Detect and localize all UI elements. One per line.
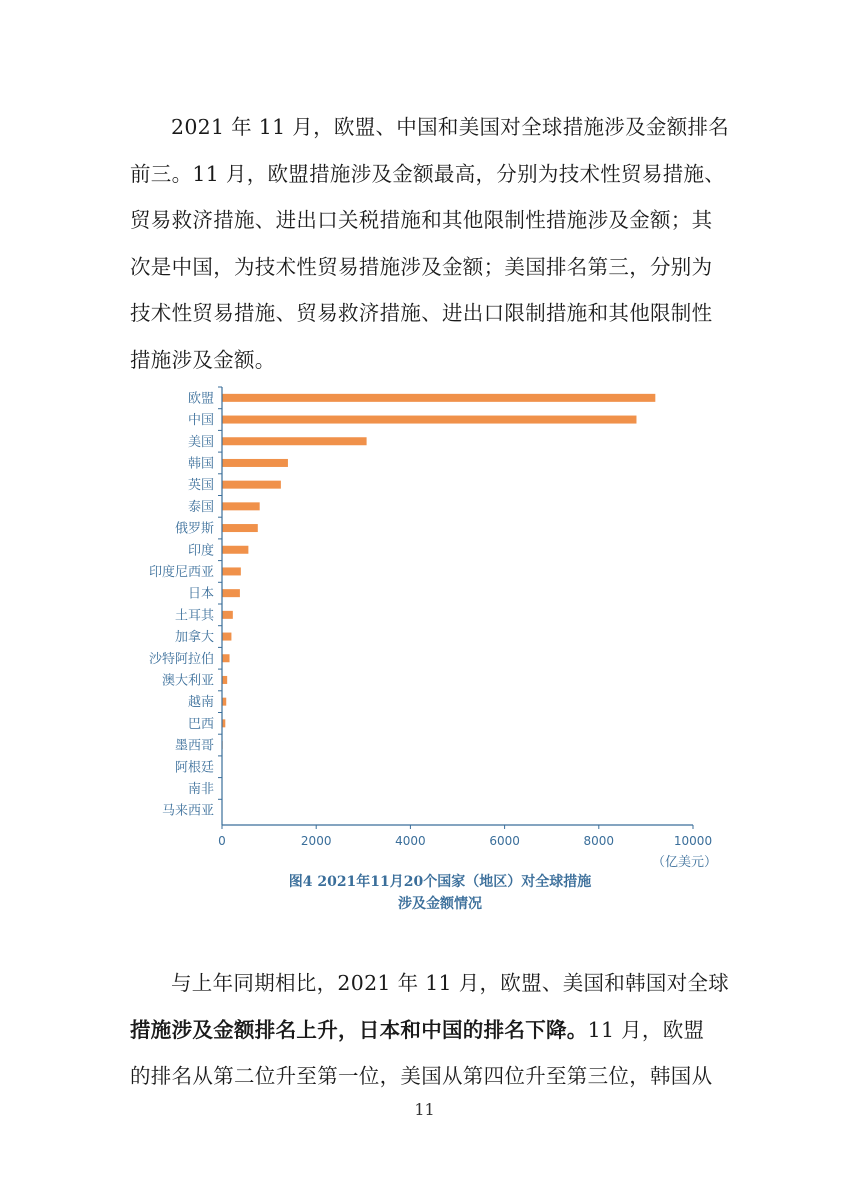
paragraph-line: 次是中国，为技术性贸易措施涉及金额；美国排名第三，分别为 <box>130 254 713 279</box>
paragraph-text: 11 月，欧盟 <box>587 1017 705 1042</box>
x-tick-label: 4000 <box>395 834 426 848</box>
bar <box>222 394 655 402</box>
bar <box>222 633 231 641</box>
bar <box>222 502 260 510</box>
paragraph-line: 与上年同期相比，2021 年 11 月，欧盟、美国和韩国对全球 <box>171 971 730 995</box>
chart-unit: （亿美元） <box>652 855 718 870</box>
category-label: 澳大利亚 <box>161 673 214 689</box>
category-label: 韩国 <box>187 456 214 472</box>
paragraph-line: 的排名从第二位升至第一位，美国从第四位升至第三位，韩国从 <box>130 1064 713 1088</box>
bar-chart <box>120 382 740 862</box>
figure-caption: 图4 2021年11月20个国家（地区）对全球措施 <box>288 874 592 890</box>
category-label: 马来西亚 <box>161 803 214 819</box>
category-label: 俄罗斯 <box>174 521 214 537</box>
paragraph-line: 技术性贸易措施、贸易救济措施、进出口限制措施和其他限制性 <box>130 301 713 325</box>
paragraph-line: 前三。11 月，欧盟措施涉及金额最高，分别为技术性贸易措施、 <box>130 161 726 186</box>
bar <box>222 481 281 489</box>
category-label: 欧盟 <box>187 391 214 407</box>
paragraph-line <box>130 1007 722 1054</box>
category-label: 加拿大 <box>174 630 214 646</box>
category-label: 日本 <box>187 586 214 602</box>
bar <box>222 459 288 467</box>
category-label: 美国 <box>187 434 214 450</box>
category-label: 巴西 <box>187 716 214 732</box>
bar <box>222 437 367 445</box>
bar <box>222 567 241 575</box>
x-tick-label: 6000 <box>489 834 520 848</box>
bar <box>222 546 248 554</box>
bar <box>222 611 233 619</box>
category-label: 泰国 <box>187 499 214 515</box>
category-label: 英国 <box>187 478 214 494</box>
category-label: 中国 <box>187 413 214 429</box>
category-label: 越南 <box>187 695 214 711</box>
paragraph-intro <box>130 104 730 383</box>
x-tick-label: 8000 <box>583 834 615 848</box>
bar <box>222 698 226 706</box>
paragraph-line: 2021 年 11 月，欧盟、中国和美国对全球措施涉及金额排名 <box>171 115 730 139</box>
paragraph-line: 措施涉及金额。 <box>130 347 276 372</box>
x-tick-label: 2000 <box>300 834 332 848</box>
figure-caption-line2: 涉及金额情况 <box>398 896 482 912</box>
category-label: 印度 <box>187 543 214 559</box>
category-label: 沙特阿拉伯 <box>148 651 214 667</box>
page-number: 11 <box>414 1100 435 1119</box>
category-label: 印度尼西亚 <box>148 564 214 580</box>
paragraph-comparison <box>130 960 730 1100</box>
category-label: 墨西哥 <box>174 738 214 754</box>
category-label: 阿根廷 <box>174 760 214 776</box>
bar <box>222 654 230 662</box>
bold-text: 措施涉及金额排名上升，日本和中国的排名下降。 <box>130 1017 588 1042</box>
category-label: 土耳其 <box>174 608 214 624</box>
bar <box>222 589 240 597</box>
bar <box>222 676 227 684</box>
x-tick-label: 10000 <box>673 834 713 848</box>
bar <box>222 416 636 424</box>
x-tick-label: 0 <box>218 834 226 848</box>
bar <box>222 524 258 532</box>
paragraph-line: 贸易救济措施、进出口关税措施和其他限制性措施涉及金额；其 <box>130 208 713 232</box>
category-label: 南非 <box>187 781 214 797</box>
